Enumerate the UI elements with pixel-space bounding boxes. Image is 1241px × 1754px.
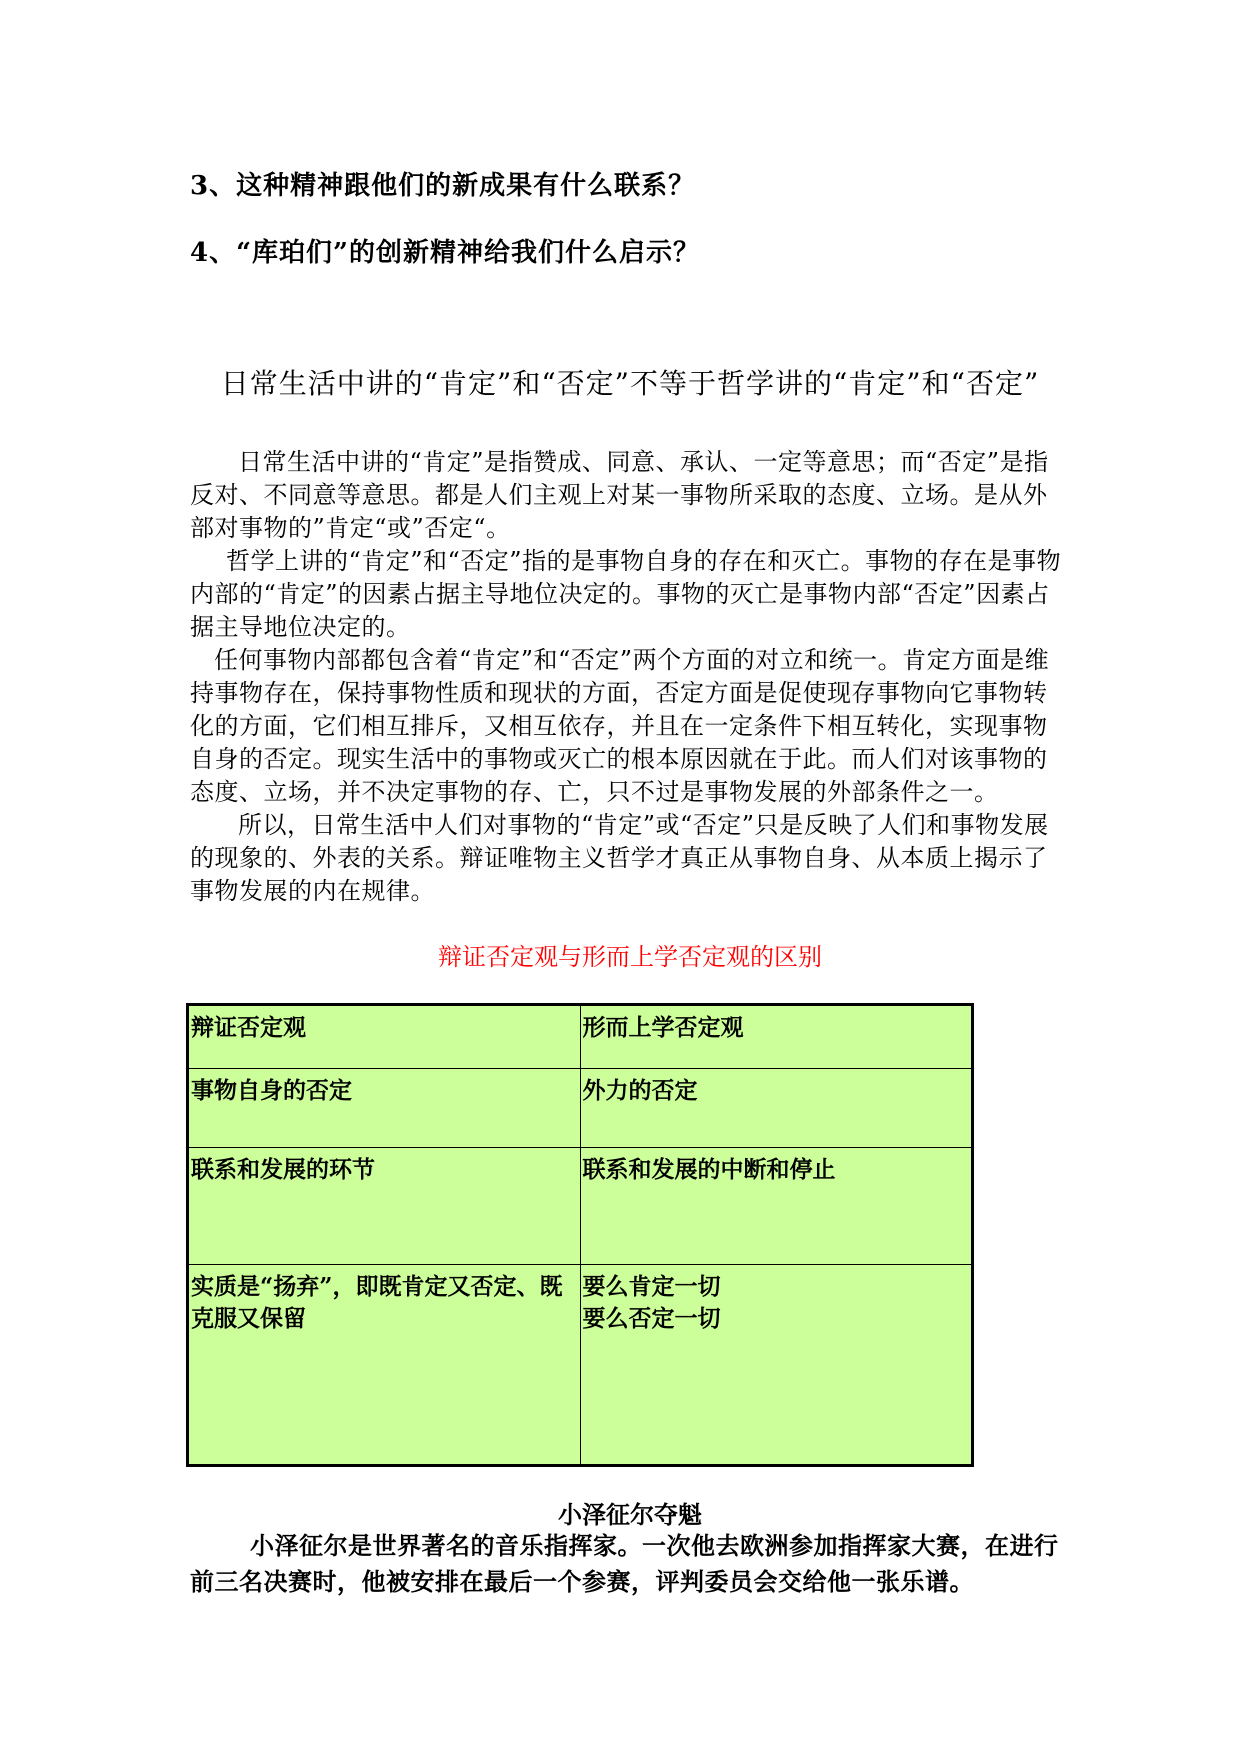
table-cell: 形而上学否定观 [580, 1005, 973, 1069]
table-row [188, 1005, 973, 1069]
paragraph-4: 所以，日常生活中人们对事物的“肯定”或“否定”只是反映了人们和事物发展的现象的、外表的关系。辩证唯物主义哲学才真正从事物自身、从本质上揭示了事物发展的内在规律。 [190, 811, 1049, 905]
section-title: 日常生活中讲的“肯定”和“否定”不等于哲学讲的“肯定”和“否定” [220, 367, 1040, 400]
table-cell: 实质是“扬弃”，即既肯定又否定、既克服又保留 [188, 1265, 581, 1466]
paragraph-1: 日常生活中讲的“肯定”是指赞成、同意、承认、一定等意思；而“否定”是指反对、不同意等意思。都是人们主观上对某一事物所采取的态度、立场。是从外部对事物的”肯定“或”否定“。 [190, 448, 1049, 542]
table-cell: 外力的否定 [580, 1069, 973, 1148]
table-cell: 事物自身的否定 [188, 1069, 581, 1148]
paragraph-3: 任何事物内部都包含着“肯定”和“否定”两个方面的对立和统一。肯定方面是维持事物存在，保持事物性质和现状的方面，否定方面是促使现存事物向它事物转化的方面，它们相互排斥，又相互依存，并且在一定条件下相互转化，实现事物自身的否定。现实生活中的事物或灭亡的根本原因就在于此。而人们对该事物的态度、立场，并不决定事物的存、亡，只不过是事物发展的外部条件之一。 [190, 646, 1050, 806]
table-row [188, 1265, 973, 1466]
table-cell: 辩证否定观 [188, 1005, 581, 1069]
question-3: 3、这种精神跟他们的新成果有什么联系？ [190, 171, 696, 201]
table-row [188, 1148, 973, 1265]
question-4: 4、“库珀们”的创新精神给我们什么启示？ [190, 238, 701, 268]
paragraph-2: 哲学上讲的“肯定”和“否定”指的是事物自身的存在和灭亡。事物的存在是事物内部的“肯定”的因素占据主导地位决定的。事物的灭亡是事物内部“否定”因素占据主导地位决定的。 [190, 547, 1062, 641]
story-paragraph: 小泽征尔是世界著名的音乐指挥家。一次他去欧洲参加指挥家大赛，在进行前三名决赛时，他被安排在最后一个参赛，评判委员会交给他一张乐谱。 [190, 1531, 1059, 1596]
story-text [190, 1528, 1070, 1600]
table-title: 辩证否定观与形而上学否定观的区别 [438, 943, 822, 971]
body-text [190, 446, 1070, 908]
table-cell: 联系和发展的中断和停止 [580, 1148, 973, 1265]
comparison-table [186, 1003, 974, 1467]
table-cell: 要么肯定一切 要么否定一切 [580, 1265, 973, 1466]
table-row [188, 1069, 973, 1148]
story-title: 小泽征尔夺魁 [558, 1500, 702, 1529]
table-cell: 联系和发展的环节 [188, 1148, 581, 1265]
